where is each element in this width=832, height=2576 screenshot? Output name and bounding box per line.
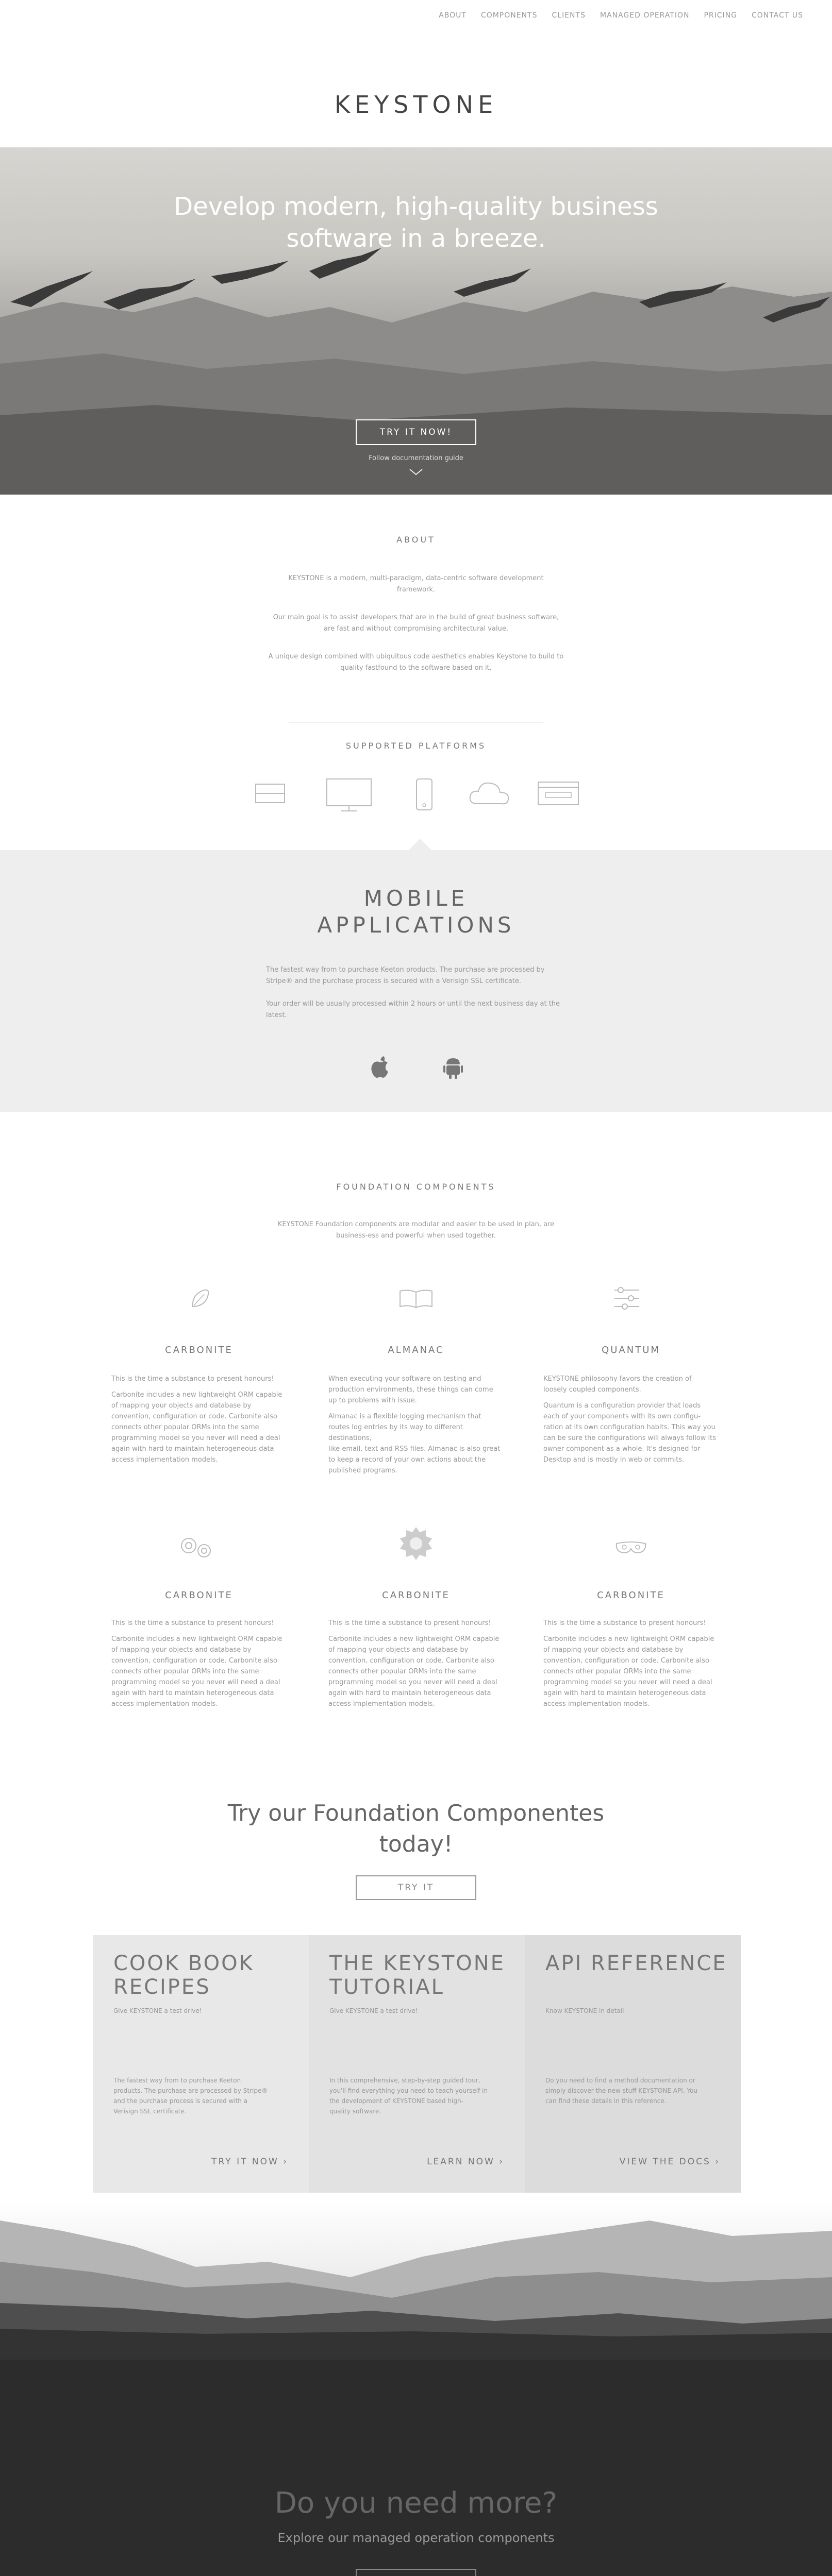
foundation-intro: KEYSTONE Foundation components are modular and easier to be used in plan, are business-ess and powerful when used together. [277,1221,555,1240]
component-title: CARBONITE [597,1590,665,1601]
card-text: Do you need to find a method documentation or simply discover the new stuff KEYSTONE API. You can find these details in this reference. [545,2077,698,2105]
nav-pricing[interactable]: PRICING [704,11,738,20]
about-title: ABOUT [396,535,436,545]
cloud-icon[interactable] [467,778,511,811]
card-title: THE KEYSTONE TUTORIAL [329,1952,505,1999]
browser-icon[interactable] [537,778,579,811]
card-tutorial[interactable] [309,1935,525,2193]
badge-icon [399,1526,433,1562]
more-subtitle: Explore our managed operation components [277,2531,555,2545]
about-paragraph-1: KEYSTONE is a modern, multi-paradigm, data-centric software development framework. [288,574,544,594]
hero-subtext[interactable]: Follow documentation guide [369,454,463,462]
component-text: When executing your software on testing and production environments, these things can come up to problems with issue. Almanac is a flexible logging mechanism that routes log entries by its way to different destinations, like email, text and RSS files. Almanac is also great to keep a record of your own actions about the published programs. [328,1375,501,1475]
mobile-icon[interactable] [415,778,433,814]
component-text: This is the time a substance to present honours! Carbonite includes a new lightweight ORM capable of mapping your objects and database by convention, configuration or code. Carbonite also connects other popular ORMs into the same programming model so you never will need a deal again with hard to maintain heterogeneous data access implementation models. [328,1619,500,1708]
component-title: CARBONITE [165,1590,233,1601]
desktop-icon[interactable] [326,778,372,814]
android-icon[interactable] [443,1056,463,1081]
tryit-title: Try our Foundation Componentes today! [227,1800,605,1857]
leaf-icon [189,1287,211,1312]
platforms-title: SUPPORTED PLATFORMS [345,741,487,751]
server-icon[interactable] [254,778,287,811]
card-subtitle: Give KEYSTONE a test drive! [113,2007,202,2014]
book-icon [398,1289,434,1312]
mask-icon [614,1540,647,1558]
divider [289,722,543,723]
top-nav [439,11,803,20]
gears-icon [175,1531,217,1564]
try-it-now-button[interactable]: TRY IT NOW! [356,419,476,445]
card-cookbook[interactable] [93,1935,309,2193]
section-pointer [409,839,431,850]
about-paragraph-3: A unique design combined with ubiquitous code aesthetics enables Keystone to build to quality fastfound to the software based on it. [268,653,564,672]
nav-managed-operation[interactable]: MANAGED OPERATION [600,11,690,20]
mobile-paragraph-1: The fastest way from to purchase Keeton products. The purchase are processed by Stripe® and the purchase process is secured with a Verisign SSL certificate. [266,966,545,985]
foundation-title: FOUNDATION COMPONENTS [336,1182,496,1192]
component-text: This is the time a substance to present honours! Carbonite includes a new lightweight ORM capable of mapping your objects and database by convention, configuration or code. Carbonite also connects other popular ORMs into the same programming model so you never will need a deal again with hard to maintain heterogeneous data access implementation models. [111,1619,282,1708]
card-title: API REFERENCE [545,1952,727,1975]
apple-icon[interactable] [370,1056,390,1081]
brand-logo[interactable]: KEYSTONE [334,91,498,118]
try-it-button[interactable]: TRY IT [356,1875,476,1900]
card-title: COOK BOOK RECIPES [113,1952,254,1999]
component-text: This is the time a substance to present honours! Carbonite includes a new lightweight ORM capable of mapping your objects and database by convention, configuration or code. Carbonite also connects other popular ORMs into the same programming model so you never will need a deal again with hard to maintain heterogeneous data access implementation models. [543,1619,714,1708]
chevron-right-icon: › [499,2157,504,2167]
card-text: In this comprehensive, step-by-step guided tour, you'll find everything you need to teach yourself in the development of KEYSTONE based high- quality software. [329,2077,488,2115]
lets-go-button[interactable] [356,2569,476,2576]
component-title: QUANTUM [602,1345,660,1355]
chevron-right-icon: › [715,2157,720,2167]
mountain-image [0,2200,832,2360]
component-text: KEYSTONE philosophy favors the creation of loosely coupled components. Quantum is a configuration provider that loads each of your components with its own configu- ration at its own configuration habits. This way you can be sure the configurations will always follow its owner component as a whole. It's designed for Desktop and is mostly in web or commits. [543,1375,717,1464]
view-the-docs-link[interactable]: VIEW THE DOCS › [619,2157,720,2167]
learn-now-link[interactable]: LEARN NOW › [427,2157,504,2167]
about-paragraph-2: Our main goal is to assist developers that are in the build of great business software, are fast and without compromising architectural value. [273,614,559,633]
card-subtitle: Know KEYSTONE in detail [545,2007,624,2014]
nav-contact[interactable]: CONTACT US [752,11,803,20]
card-text: The fastest way from to purchase Keeton products. The purchase are processed by Stripe® and the purchase process is secured with a Verisign SSL certificate. [113,2077,268,2115]
sliders-icon [612,1286,641,1314]
component-title: CARBONITE [165,1345,233,1355]
nav-components[interactable]: COMPONENTS [480,11,538,20]
hero-title: Develop modern, high-quality business software in a breeze. [174,192,658,253]
nav-clients[interactable]: CLIENTS [552,11,586,20]
chevron-right-icon: › [283,2157,288,2167]
nav-about[interactable]: ABOUT [439,11,467,20]
component-text: This is the time a substance to present honours! Carbonite includes a new lightweight ORM capable of mapping your objects and database by convention, configuration or code. Carbonite also connects other popular ORMs into the same programming model so you never will need a deal again with hard to maintain heterogeneous data access implementation models. [111,1375,282,1464]
card-api-reference[interactable] [525,1935,741,2193]
try-it-now-link[interactable]: TRY IT NOW › [211,2157,288,2167]
mobile-paragraph-2: Your order will be usually processed within 2 hours or until the next business day at the latest. [266,1000,560,1019]
card-subtitle: Give KEYSTONE a test drive! [329,2007,418,2014]
chevron-down-icon[interactable] [0,468,832,479]
mobile-title: MOBILE APPLICATIONS [317,886,515,938]
more-title: Do you need more? [274,2486,558,2520]
component-title: ALMANAC [388,1345,444,1355]
component-title: CARBONITE [382,1590,450,1601]
